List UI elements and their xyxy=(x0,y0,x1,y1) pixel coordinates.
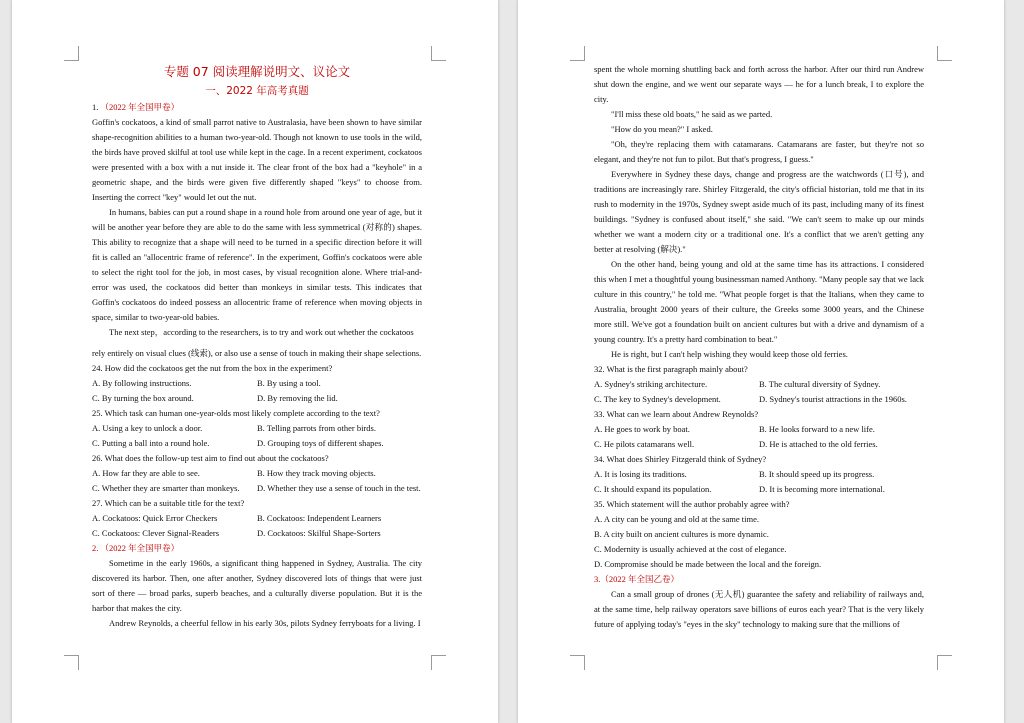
answer-options xyxy=(92,376,422,391)
option-d: D. Whether they use a sense of touch in the test. xyxy=(257,483,421,493)
answer-options xyxy=(92,481,422,496)
option-b: B. Telling parrots from other birds. xyxy=(257,423,376,433)
option-b: B. It should speed up its progress. xyxy=(759,469,875,479)
option-d: D. Grouping toys of different shapes. xyxy=(257,438,384,448)
option-c: C. Modernity is usually achieved at the cost of elegance. xyxy=(594,544,787,554)
answer-options xyxy=(594,437,924,452)
page-corner-mark xyxy=(570,655,585,670)
section-heading: 一、2022 年高考真题 xyxy=(205,85,309,97)
option-c: C. He pilots catamarans well. xyxy=(594,439,695,449)
passage-paragraph: Goffin's cockatoos, a kind of small parrot native to Australasia, have been shown to have similar shape-recognition abilities to a human two-year-old. Though not known to use tools in the wild, the birds have proved skilful at tool use while kept in the cage. In a recent experiment, cockatoos were presented with a box with a nut inside it. The clear front of the box had a "keyhole" in a geometric shape, and the birds were given five differently shaped "keys" to choose from. Inserting the correct "key" would let out the nut. xyxy=(92,117,422,202)
answer-options xyxy=(594,482,924,497)
question-stem: 25. Which task can human one-year-olds most likely complete according to the text? xyxy=(92,408,380,418)
option-c: C. Whether they are smarter than monkeys. xyxy=(92,483,240,493)
passage-paragraph: Sometime in the early 1960s, a significant thing happened in Sydney, Australia. The city discovered its harbor. Then, one after another, Sydney discovered lots of things that were just sort of there — broad parks, superb beaches, and a culturally diverse population. But it is the harbor that makes the city. xyxy=(92,558,422,613)
question-stem: 33. What can we learn about Andrew Reynolds? xyxy=(594,409,759,419)
option-c: C. The key to Sydney's development. xyxy=(594,394,721,404)
option-d: D. Cockatoos: Skilful Shape-Sorters xyxy=(257,528,381,538)
page-content xyxy=(594,62,924,632)
answer-options xyxy=(594,467,924,482)
option-a: A. It is losing its traditions. xyxy=(594,469,687,479)
option-a: A. Sydney's striking architecture. xyxy=(594,379,708,389)
question-stem: 34. What does Shirley Fitzgerald think of Sydney? xyxy=(594,454,767,464)
passage-paragraph: He is right, but I can't help wishing they would keep those old ferries. xyxy=(611,349,848,359)
option-b: B. A city built on ancient cultures is more dynamic. xyxy=(594,529,769,539)
option-b: B. How they track moving objects. xyxy=(257,468,376,478)
passage-paragraph: Everywhere in Sydney these days, change and progress are the watchwords (口号), and traditions are increasingly rare. Shirley Fitzgerald, the city's official historian, told me that in its rush to modernity in the 1970s, Sydney swept aside much of its past, including many of its finest buildings. "Sydney is confused about itself," she said. "We can't seem to make up our minds whether we want a modern city or a traditional one. It's a conflict that we aren't getting any better at resolving (解决)." xyxy=(594,169,924,254)
option-d: D. Compromise should be made between the local and the foreign. xyxy=(594,559,822,569)
option-a: A. By following instructions. xyxy=(92,378,192,388)
answer-options xyxy=(92,391,422,406)
passage-paragraph: On the other hand, being young and old at the same time has its attractions. I considered this when I met a thoughtful young businessman named Anthony. "Many people say that we lack culture in this country," he told me. "What people forget is that the Italians, when they came to Australia, brought 2000 years of their culture, the Greeks some 3000 years, and the Chinese more still. We've got a foundation built on ancient cultures but with a drive and dynamism of a young country. It's a pretty hard combination to beat." xyxy=(594,259,924,344)
option-d: D. By removing the lid. xyxy=(257,393,338,403)
document-page-right xyxy=(518,0,1004,723)
passage-paragraph: Can a small group of drones (无人机) guarantee the safety and reliability of railways and, at the same time, help railway operators save billions of euros each year? That is the very likely future of applying today's "eyes in the sky" technology to making sure that the millions of xyxy=(594,589,924,629)
page-corner-mark xyxy=(570,46,585,61)
option-c: C. Cockatoos: Clever Signal-Readers xyxy=(92,528,220,538)
answer-options xyxy=(92,511,422,526)
option-a: A. Cockatoos: Quick Error Checkers xyxy=(92,513,218,523)
question-stem: 32. What is the first paragraph mainly about? xyxy=(594,364,748,374)
option-b: B. Cockatoos: Independent Learners xyxy=(257,513,382,523)
question-number: 2. xyxy=(92,543,99,553)
passage-paragraph: In humans, babies can put a round shape in a round hole from around one year of age, but it will be another year before they are able to do the same with less symmetrical (对称的) shapes. This ability to recognize that a shape will need to be turned in a specific direction before it will fit is called an "allocentric frame of reference". In the experiment, Goffin's cockatoos were able to select the right tool for the job, in most cases, by visual recognition alone. Where trial-and-error was used, the cockatoos did better than monkeys in similar tests. This indicates that Goffin's cockatoos do indeed possess an allocentric frame of reference when moving objects in space, similar to two-year-old babies. xyxy=(92,207,422,322)
answer-options xyxy=(92,421,422,436)
answer-options xyxy=(594,422,924,437)
exam-source-tag: （2022 年全国甲卷） xyxy=(100,102,180,112)
answer-options xyxy=(92,466,422,481)
page-corner-mark xyxy=(64,655,79,670)
option-a: A. Using a key to unlock a door. xyxy=(92,423,203,433)
answer-options xyxy=(594,392,924,407)
passage-paragraph: spent the whole morning shuttling back and forth across the harbor. After our third run Andrew shut down the engine, and we went our separate ways — he for a lunch break, I to explore the city. xyxy=(594,64,924,104)
option-c: C. By turning the box around. xyxy=(92,393,194,403)
option-a: A. He goes to work by boat. xyxy=(594,424,690,434)
option-b: B. He looks forward to a new life. xyxy=(759,424,875,434)
page-corner-mark xyxy=(937,46,952,61)
answer-options xyxy=(594,377,924,392)
option-a: A. A city can be young and old at the same time. xyxy=(594,514,760,524)
option-d: D. He is attached to the old ferries. xyxy=(759,439,878,449)
passage-paragraph: Andrew Reynolds, a cheerful fellow in his early 30s, pilots Sydney ferryboats for a living. I xyxy=(109,618,421,628)
page-corner-mark xyxy=(937,655,952,670)
option-b: B. The cultural diversity of Sydney. xyxy=(759,379,881,389)
question-header xyxy=(92,541,422,556)
question-stem: 26. What does the follow-up test aim to find out about the cockatoos? xyxy=(92,453,329,463)
passage-paragraph: "Oh, they're replacing them with catamarans. Catamarans are faster, but they're not so elegant, and they're not fun to pilot. But that's progress, I guess." xyxy=(594,139,924,164)
passage-paragraph: rely entirely on visual clues (线索), or also use a sense of touch in making their shape selections. xyxy=(92,348,422,358)
question-header xyxy=(92,100,422,115)
document-title: 专题 07 阅读理解说明文、议论文 xyxy=(163,64,351,79)
question-stem: 35. Which statement will the author probably agree with? xyxy=(594,499,790,509)
option-d: D. Sydney's tourist attractions in the 1960s. xyxy=(759,394,907,404)
question-stem: 27. Which can be a suitable title for the text? xyxy=(92,498,245,508)
option-c: C. It should expand its population. xyxy=(594,484,712,494)
page-content xyxy=(92,62,422,631)
passage-paragraph: "How do you mean?" I asked. xyxy=(611,124,713,134)
answer-options xyxy=(92,436,422,451)
passage-paragraph: "I'll miss these old boats," he said as we parted. xyxy=(611,109,773,119)
answer-options xyxy=(92,526,422,541)
passage-paragraph: The next step，according to the researchers, is to try and work out whether the cockatoos xyxy=(109,327,414,337)
question-stem: 24. How did the cockatoos get the nut from the box in the experiment? xyxy=(92,363,333,373)
option-d: D. It is becoming more international. xyxy=(759,484,885,494)
page-corner-mark xyxy=(431,46,446,61)
document-page-left xyxy=(12,0,498,723)
page-corner-mark xyxy=(431,655,446,670)
option-b: B. By using a tool. xyxy=(257,378,321,388)
option-a: A. How far they are able to see. xyxy=(92,468,200,478)
exam-source-tag: 3.（2022 年全国乙卷） xyxy=(594,574,680,584)
option-c: C. Putting a ball into a round hole. xyxy=(92,438,210,448)
page-corner-mark xyxy=(64,46,79,61)
exam-source-tag: （2022 年全国甲卷） xyxy=(100,543,180,553)
question-number: 1. xyxy=(92,102,99,112)
